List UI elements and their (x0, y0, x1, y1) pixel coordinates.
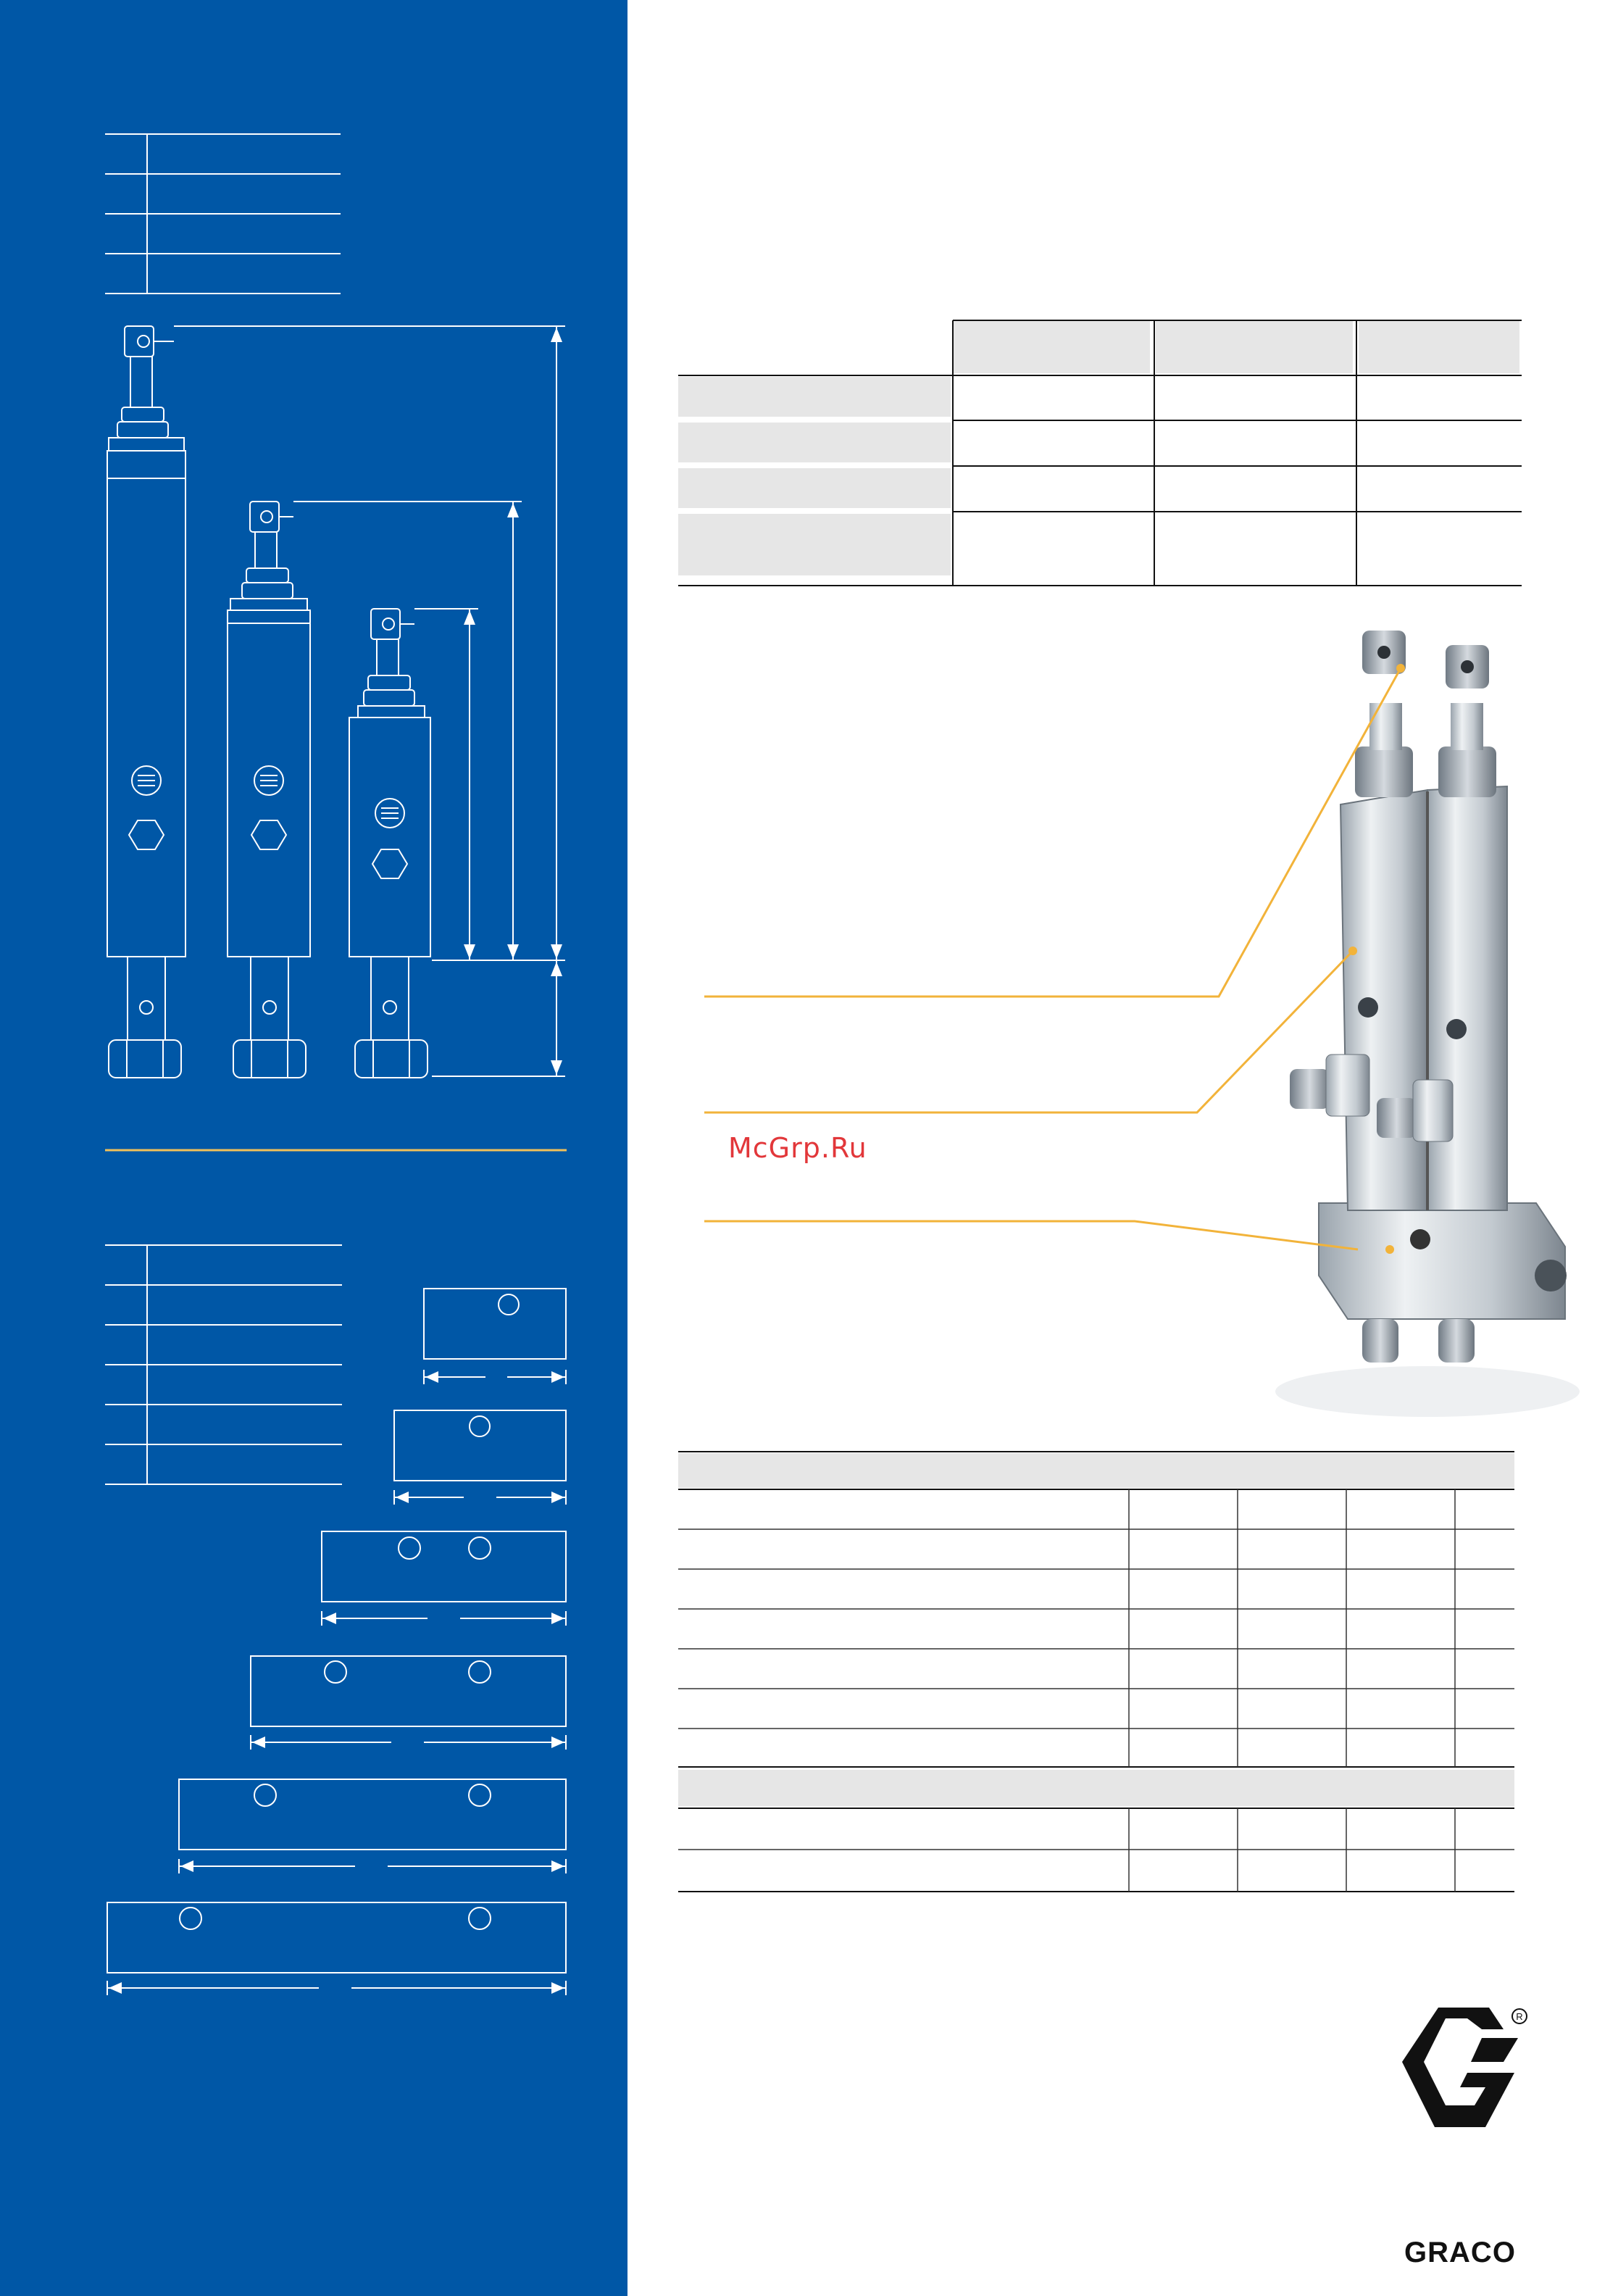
manifold-6 (107, 1902, 566, 1995)
section-header-1 (678, 1453, 1514, 1488)
manifold-2 (394, 1410, 566, 1505)
manifold-1 (424, 1289, 566, 1384)
spec-table-bottom (674, 1446, 1572, 1910)
manifold-4 (251, 1656, 566, 1750)
section-header-2 (678, 1770, 1514, 1806)
legend-table-top (105, 134, 341, 294)
header-cell (1156, 320, 1353, 373)
header-cell (953, 320, 1150, 373)
dimension-lines (174, 326, 565, 1076)
header-cell (1359, 320, 1519, 373)
injector-large (107, 326, 185, 1078)
graco-logo-icon (1395, 2000, 1533, 2232)
row-label-cell (678, 377, 951, 417)
row-label-cell (678, 468, 951, 508)
manifold-5 (179, 1779, 566, 1873)
injector-small (349, 609, 430, 1078)
svg-text:R: R (1516, 2011, 1523, 2022)
row-label-cell (678, 514, 951, 575)
graco-wordmark: GRACO (1404, 2237, 1516, 2268)
row-label-cell (678, 423, 951, 462)
injector-drawings (0, 0, 627, 2296)
spec-table-top (674, 312, 1572, 594)
callout-lines (696, 652, 1420, 1261)
manifold-3 (322, 1531, 566, 1626)
watermark: McGrp.Ru (728, 1132, 867, 1164)
legend-table-bottom (105, 1245, 342, 1484)
injector-medium (228, 502, 310, 1078)
sidebar-panel (0, 0, 627, 2296)
